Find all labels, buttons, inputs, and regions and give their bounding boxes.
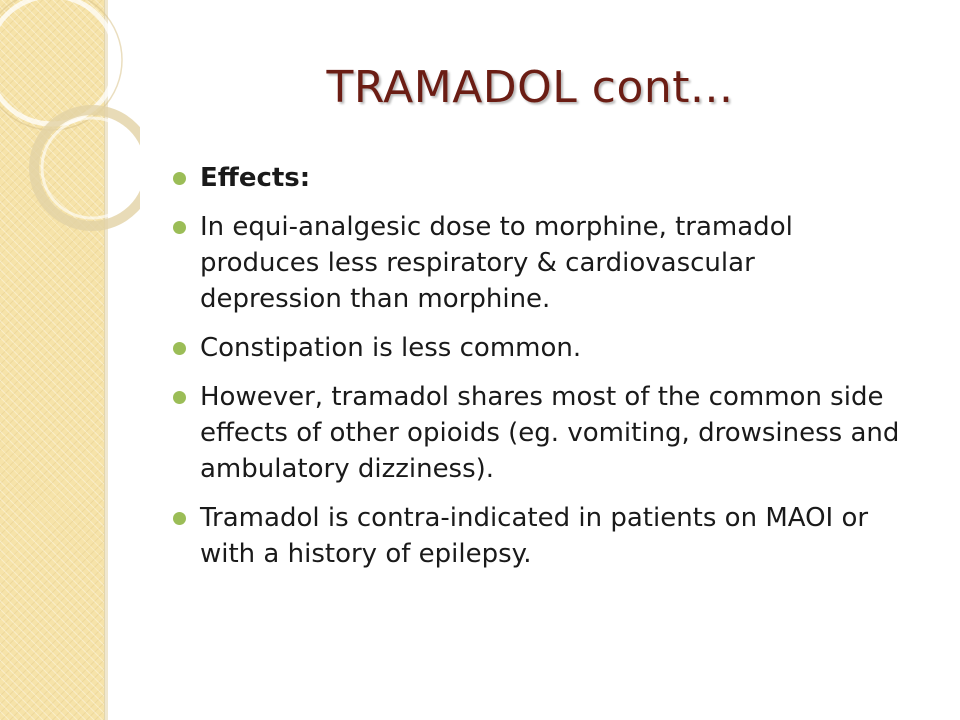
bullet-dot-icon xyxy=(173,391,186,404)
bullet-item-side-effects xyxy=(173,379,903,487)
slide-title: TRAMADOL cont... xyxy=(326,62,734,113)
decorative-rings-icon xyxy=(0,0,140,260)
bullet-dot-icon xyxy=(173,512,186,525)
bullet-dot-icon xyxy=(173,342,186,355)
bullet-item-equianalgesic xyxy=(173,209,903,317)
bullet-item-constipation xyxy=(173,330,903,366)
bullet-dot-icon xyxy=(173,221,186,234)
bullet-text: Constipation is less common. xyxy=(200,333,582,363)
bullet-text: Effects: xyxy=(200,163,311,193)
bullet-item-contraindication xyxy=(173,500,903,572)
bullet-text: In equi-analgesic dose to morphine, tramadol produces less respiratory & cardiovascular depression than morphine. xyxy=(200,212,793,314)
bullet-dot-icon xyxy=(173,172,186,185)
bullet-list xyxy=(173,160,903,585)
bullet-text: Tramadol is contra-indicated in patients on MAOI or with a history of epilepsy. xyxy=(200,503,869,569)
bullet-item-effects-heading xyxy=(173,160,903,196)
bullet-text: However, tramadol shares most of the common side effects of other opioids (eg. vomiting, drowsiness and ambulatory dizziness). xyxy=(200,382,900,484)
